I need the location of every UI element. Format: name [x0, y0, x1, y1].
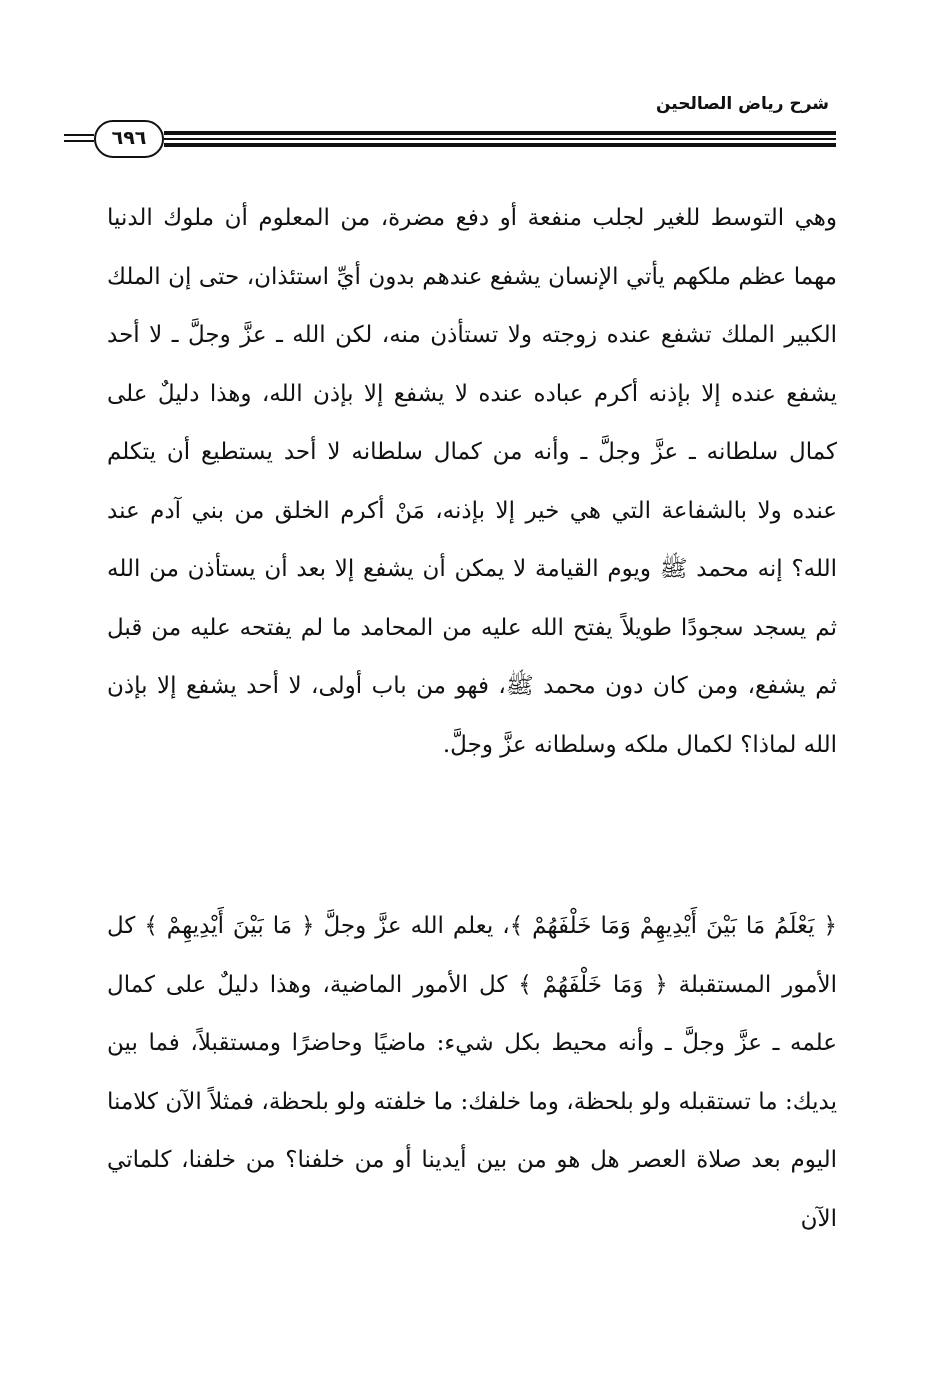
body-paragraph-1: [107, 189, 837, 774]
paragraph-text: وهي التوسط للغير لجلب منفعة أو دفع مضرة، من المعلوم أن ملوك الدنيا مهما عظم ملكهم يأتي الإنسان يشفع عندهم بدون أيِّ استئذان، حتى إن الملك الكبير الملك تشفع عنده زوجته ولا تستأذن منه، لكن الله ـ عزَّ وجلَّ ـ لا أحد يشفع عنده إلا بإذنه أكرم عباده عنده لا يشفع إلا بإذن الله، وهذا دليلٌ على كمال سلطانه ـ عزَّ وجلَّ ـ وأنه من كمال سلطانه لا أحد يستطيع أن يتكلم عنده ولا بالشفاعة التي هي خير إلا بإذنه، مَنْ أكرم الخلق من بني آدم عند الله؟ إنه محمد ﷺ ويوم القيامة لا يمكن أن يشفع إلا بعد أن يستأذن من الله ثم يسجد سجودًا طويلاً يفتح الله عليه من المحامد ما لم يفتحه عليه من قبل ثم يشفع، ومن كان دون محمد ﷺ، فهو من باب أولى، لا أحد يشفع إلا بإذن الله لماذا؟ لكمال ملكه وسلطانه عزَّ وجلَّ.: [107, 205, 837, 758]
header-rule-line-bottom: [164, 143, 836, 147]
header-rule-line-left-a: [64, 134, 94, 136]
header-rule-line-middle: [164, 138, 836, 140]
header-rule: [94, 120, 836, 160]
body-paragraph-2: [107, 897, 837, 1248]
running-head-title: شرح رياض الصالحين: [655, 94, 829, 114]
header-rule-line-top: [164, 131, 836, 135]
paragraph-text: ﴿ يَعْلَمُ مَا بَيْنَ أَيْدِيهِمْ وَمَا خَلْفَهُمْ ﴾، يعلم الله عزَّ وجلَّ ﴿ مَا بَيْنَ أَيْدِيهِمْ ﴾ كل الأمور المستقبلة ﴿ وَمَا خَلْفَهُمْ ﴾ كل الأمور الماضية، وهذا دليلٌ على كمال علمه ـ عزَّ وجلَّ ـ وأنه محيط بكل شيء: ماضيًا وحاضرًا ومستقبلاً، فما بين يديك: ما تستقبله ولو بلحظة، وما خلفك: ما خلفته ولو بلحظة، فمثلاً الآن كلامنا اليوم بعد صلاة العصر هل هو من بين أيدينا أو من خلفنا؟ من خلفنا، كلماتي الآن: [107, 913, 837, 1232]
page-number-badge: ٦٩٦: [94, 120, 164, 158]
header-rule-line-left-b: [64, 140, 94, 142]
